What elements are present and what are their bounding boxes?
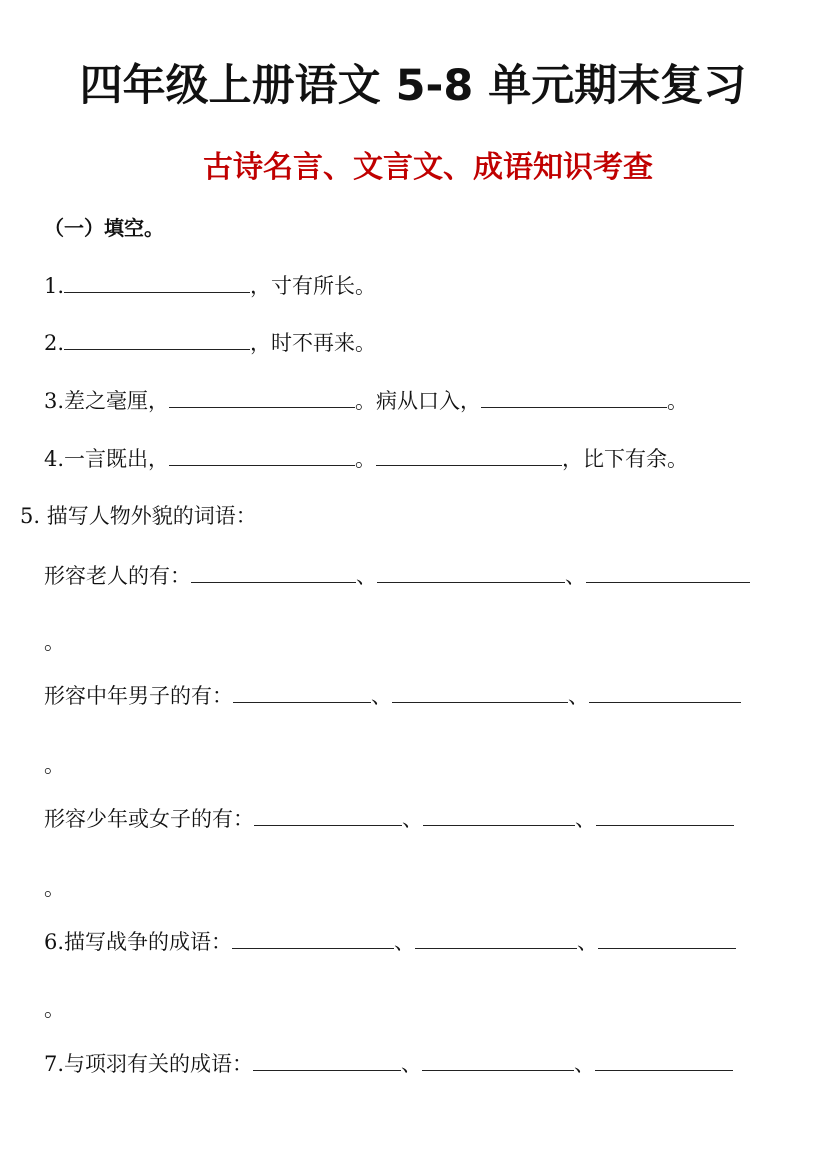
separator: 、 [565,564,586,588]
question-5-middle [44,680,741,711]
question-6-label: 6.描写战争的成语： [44,930,233,954]
answer-blank[interactable] [169,385,355,408]
answer-blank[interactable] [64,270,250,293]
answer-blank[interactable] [595,1048,733,1071]
question-5-old [44,560,750,591]
question-4-mid: 。 [355,447,377,471]
question-7 [44,1048,733,1079]
separator: 、 [402,807,423,831]
question-5-old-label: 形容老人的有： [44,564,191,588]
page-title: 四年级上册语文 5-8 单元期末复习 [79,61,747,111]
question-3 [44,385,688,416]
separator: 、 [575,807,596,831]
question-7-label: 7.与项羽有关的成语： [44,1052,254,1076]
answer-blank[interactable] [233,680,371,703]
answer-blank[interactable] [481,385,667,408]
answer-blank[interactable] [589,680,741,703]
question-4 [44,443,688,474]
separator: 、 [574,1052,596,1076]
answer-blank[interactable] [253,1048,401,1071]
question-4-prefix: 4.一言既出， [44,447,170,471]
question-3-mid: 。病从口入， [355,389,482,413]
question-2 [44,327,376,358]
answer-blank[interactable] [376,443,562,466]
answer-blank[interactable] [377,560,565,583]
separator: 、 [401,1052,423,1076]
section-heading: （一）填空。 [44,216,164,240]
question-1-text: ，寸有所长。 [250,274,377,298]
question-2-text: ，时不再来。 [250,331,377,355]
question-5-heading: 5. 描写人物外貌的词语： [20,504,257,528]
answer-blank[interactable] [64,327,250,350]
question-1 [44,270,376,301]
answer-blank[interactable] [232,926,394,949]
question-3-end: 。 [667,389,689,413]
question-5-young [44,803,734,834]
question-1-number: 1. [44,274,65,298]
period: 。 [44,753,65,777]
question-3-prefix: 3.差之毫厘， [44,389,170,413]
answer-blank[interactable] [423,803,575,826]
question-4-end: ，比下有余。 [562,447,689,471]
answer-blank[interactable] [254,803,402,826]
separator: 、 [356,564,377,588]
answer-blank[interactable] [596,803,734,826]
answer-blank[interactable] [586,560,750,583]
answer-blank[interactable] [392,680,568,703]
page-subtitle: 古诗名言、文言文、成语知识考查 [203,150,653,185]
answer-blank[interactable] [422,1048,574,1071]
period: 。 [44,630,65,654]
separator: 、 [371,684,392,708]
separator: 、 [568,684,589,708]
period: 。 [44,997,65,1021]
separator: 、 [577,930,599,954]
question-2-number: 2. [44,331,65,355]
question-5-young-label: 形容少年或女子的有： [44,807,254,831]
question-5-middle-label: 形容中年男子的有： [44,684,233,708]
period: 。 [44,876,65,900]
question-6 [44,926,736,957]
answer-blank[interactable] [191,560,356,583]
separator: 、 [394,930,416,954]
answer-blank[interactable] [415,926,577,949]
answer-blank[interactable] [169,443,355,466]
answer-blank[interactable] [598,926,736,949]
